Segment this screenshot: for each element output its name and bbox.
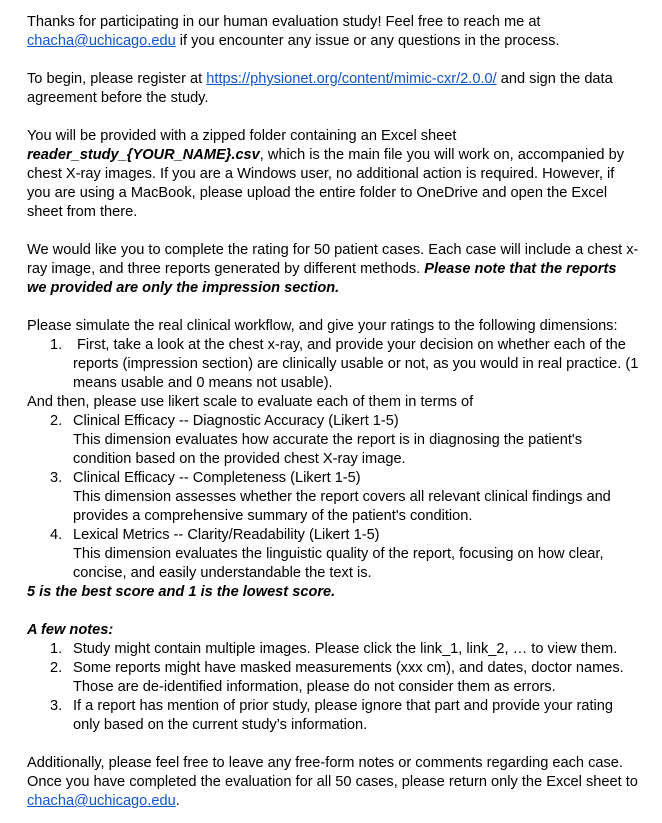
dimension-description: This dimension evaluates the linguistic quality of the report, focusing on how clear, concise, and easily understandable the text is. (73, 546, 604, 581)
step1-text: First, take a look at the chest x-ray, and provide your decision on whether each of the reports (impression section) are clinically usable or not, as you would in real practice. (1 means usable and 0 means not usable). (73, 337, 639, 391)
list-item (27, 469, 639, 526)
dimension-description: This dimension assesses whether the report covers all relevant clinical findings and provides a comprehensive summary of the patient's condition. (73, 489, 611, 524)
list-item (27, 659, 639, 697)
notes-heading: A few notes: (27, 622, 114, 638)
note-text: If a report has mention of prior study, please ignore that part and provide your rating only based on the current study’s information. (73, 698, 614, 733)
register-suffix: and sign the data agreement before the study. (27, 71, 613, 106)
cases-emphasis: Please note that the reports we provided are only the impression section. (27, 261, 617, 296)
return-email-link[interactable]: chacha@uchicago.edu (27, 793, 176, 809)
folder-prefix: You will be provided with a zipped folder containing an Excel sheet (27, 128, 457, 144)
list-item (27, 640, 639, 659)
list-item (27, 412, 639, 469)
workflow-step-list (27, 336, 639, 393)
note-text: Study might contain multiple images. Please click the link_1, link_2, … to view them. (73, 641, 618, 657)
dimension-title: Clinical Efficacy -- Diagnostic Accuracy (Likert 1-5) (73, 413, 399, 429)
document-body (27, 13, 639, 811)
list-number: 2. (50, 660, 63, 676)
score-note: 5 is the best score and 1 is the lowest score. (27, 584, 336, 600)
register-prefix: To begin, please register at (27, 71, 207, 87)
note-text: Some reports might have masked measurements (xxx cm), and dates, doctor names. Those are de-identified information, please do not consider them as errors. (73, 660, 624, 695)
filename: reader_study_{YOUR_NAME}.csv (27, 147, 260, 163)
physionet-link[interactable]: https://physionet.org/content/mimic-cxr/2.0.0/ (206, 71, 497, 87)
folder-suffix: , which is the main file you will work on, accompanied by chest X-ray images. If you are a Windows user, no additional action is required. However, if you are using a MacBook, please upload the entire folder to OneDrive and open the Excel sheet from there. (27, 147, 624, 220)
dimension-description: This dimension evaluates how accurate the report is in diagnosing the patient's condition based on the provided chest X-ray image. (73, 432, 582, 467)
list-item (27, 336, 639, 393)
list-number: 4. (50, 527, 63, 543)
notes-list (27, 640, 639, 735)
closing-text: Additionally, please feel free to leave any free-form notes or comments regarding each case. Once you have completed the evaluation for all 50 cases, please return only the Excel sheet to (27, 755, 638, 790)
cases-text: We would like you to complete the rating for 50 patient cases. Each case will include a chest x-ray image, and three reports generated by different methods. (27, 242, 639, 277)
list-number: 3. (50, 698, 63, 714)
intro-paragraph (27, 13, 639, 51)
cases-paragraph (27, 241, 639, 298)
list-number: 2. (50, 413, 63, 429)
likert-intro: And then, please use likert scale to evaluate each of them in terms of (27, 394, 474, 410)
list-number: 1. (50, 337, 63, 353)
intro-text-rest: if you encounter any issue or any questions in the process. (175, 33, 560, 49)
dimension-title: Lexical Metrics -- Clarity/Readability (Likert 1-5) (73, 527, 380, 543)
dimension-list (27, 412, 639, 583)
list-item (27, 526, 639, 583)
intro-text: Thanks for participating in our human evaluation study! Feel free to reach me at (27, 14, 541, 30)
workflow-intro: Please simulate the real clinical workflow, and give your ratings to the following dimensions: (27, 318, 618, 334)
register-paragraph (27, 70, 639, 108)
list-number: 1. (50, 641, 63, 657)
closing-end: . (175, 793, 180, 809)
list-item (27, 697, 639, 735)
folder-paragraph (27, 127, 639, 222)
closing-paragraph (27, 754, 639, 811)
dimension-title: Clinical Efficacy -- Completeness (Likert 1-5) (73, 470, 361, 486)
contact-email-link[interactable]: chacha@uchicago.edu (27, 33, 176, 49)
list-number: 3. (50, 470, 63, 486)
